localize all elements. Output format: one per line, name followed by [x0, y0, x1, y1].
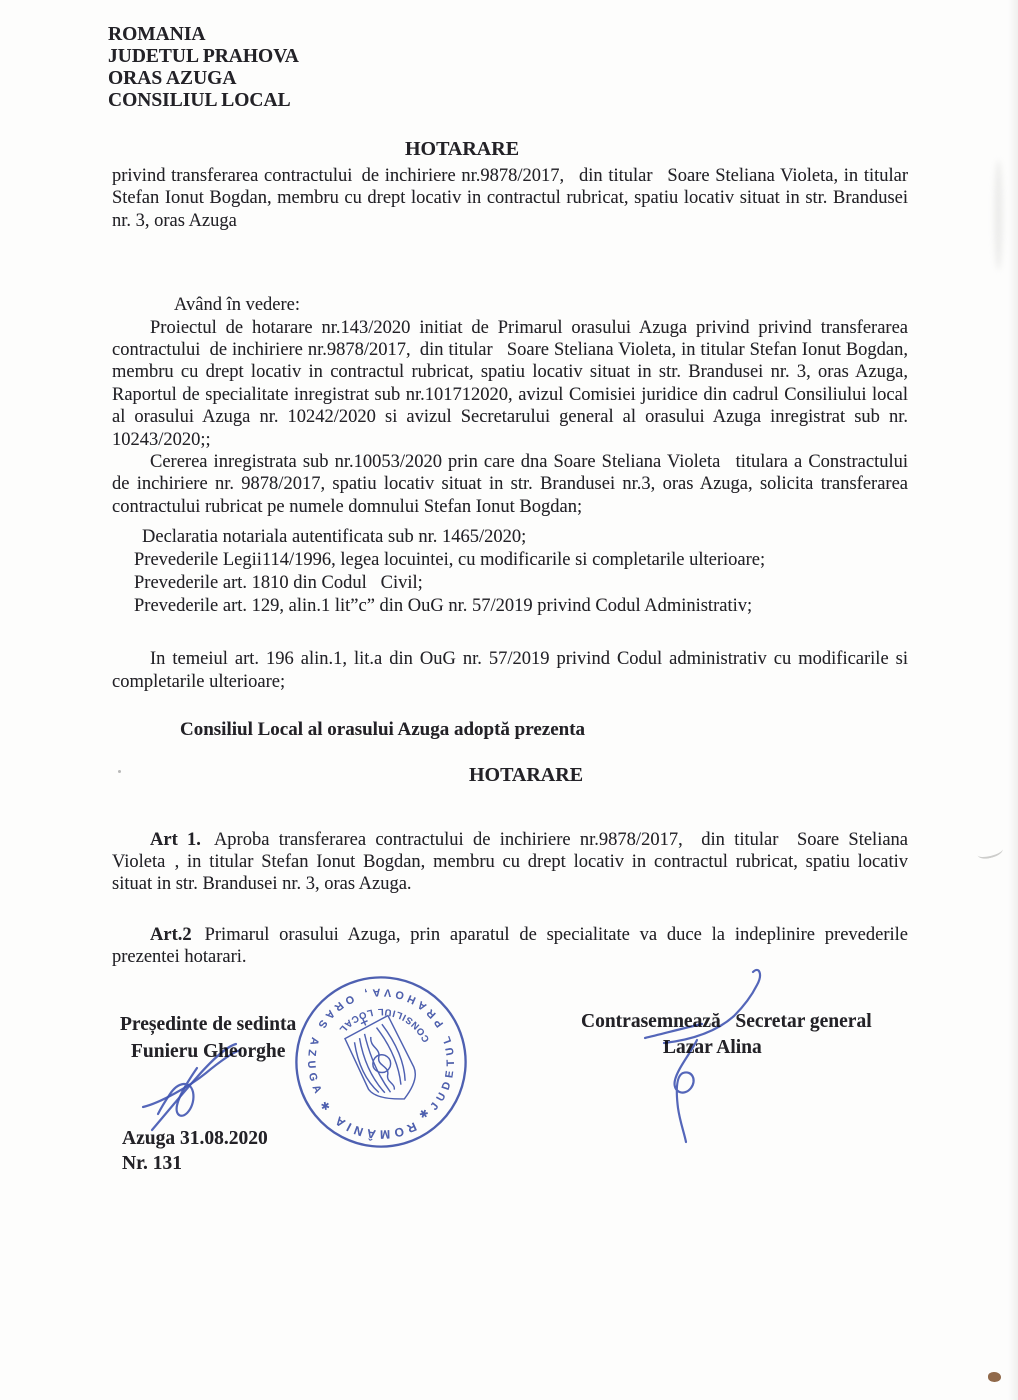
president-role: Președinte de sedinta	[120, 1014, 297, 1035]
stamp-star-left-icon: ✱	[317, 1099, 333, 1114]
stamp-ring-text: JUDETUL PRAHOVA, ORAS AZUGA	[304, 985, 458, 1113]
stamp-country-text: ROMÂNIA	[329, 1111, 419, 1142]
secretary-name: Lazar Alina	[663, 1037, 762, 1058]
legal-basis: In temeiul art. 196 alin.1, lit.a din OuG nr. 57/2019 privind Codul administrativ cu modificarile si completarile ulterioare;	[112, 649, 908, 692]
letterhead	[108, 24, 908, 112]
preamble-heading: Având în vedere:	[174, 295, 301, 316]
issue-place-date: Azuga 31.08.2020	[122, 1128, 268, 1149]
consideration-law114: Prevederile Legii114/1996, legea locuintei, cu modificarile si completarile ulterioare;	[134, 550, 766, 571]
stamp-inner-ring-text: CONSILIUL LOCAL	[335, 1005, 433, 1044]
recital-project: Proiectul de hotarare nr.143/2020 initiat de Primarul orasului Azuga privind privind transferarea contractului de inchiriere nr.9878/2017, din titular Soare Steliana Violeta, in titular Stefan Ionut Bogdan, membru cu drept locativ in contractul rubricat, spatiu locativ situat in str. Brandusei nr. 3, oras Azuga, Raportul de specialitate inregistrat sub nr.101712020, avizul Comisiei juridice din cadrul Consiliului local al orasului Azuga nr. 10242/2020 si avizul Secretarului general al orasului Azuga inregistrat sub nr. 10243/2020;;	[112, 317, 908, 450]
letterhead-line-country: ROMANIA	[108, 24, 206, 45]
article-2-label: Art.2	[150, 924, 192, 945]
article-1-text: Aproba transferarea contractului de inchiriere nr.9878/2017, din titular Soare Steliana Violeta , in titular Stefan Ionut Bogdan, membru cu drept locativ in contractul rubricat, spatiu locativ situat in str. Brandusei nr. 3, oras Azuga.	[112, 829, 909, 895]
consideration-civil-code: Prevederile art. 1810 din Codul Civil;	[134, 573, 423, 594]
letterhead-line-county: JUDETUL PRAHOVA	[108, 46, 299, 67]
handwritten-signatures	[0, 950, 1018, 1210]
scan-smudge	[994, 160, 1003, 270]
consideration-admin-code: Prevederile art. 129, alin.1 lit”c” din OuG nr. 57/2019 privind Codul Administrativ;	[134, 596, 753, 617]
article-1-label: Art 1.	[150, 829, 201, 850]
scan-edge-shadow	[1008, 0, 1018, 1400]
secretary-signature	[645, 970, 760, 1142]
president-signature	[143, 1044, 240, 1130]
letterhead-line-council: CONSILIUL LOCAL	[108, 90, 291, 111]
scan-mark-dot	[988, 1372, 1001, 1382]
consideration-declaration: Declaratia notariala autentificata sub nr. 1465/2020;	[142, 527, 527, 548]
recital-request: Cererea inregistrata sub nr.10053/2020 prin care dna Soare Steliana Violeta titulara a Constractului de inchiriere nr. 9878/2017, spatiu locativ situat in str. Brandusei nr.3, oras Azuga, solicita transferarea contractului rubricat pe numele domnului Stefan Ionut Bogdan;	[112, 452, 908, 517]
issue-number: Nr. 131	[122, 1153, 182, 1174]
secretary-role: Contrasemnează Secretar general	[581, 1011, 872, 1032]
adoption-line: Consiliul Local al orasului Azuga adoptă prezenta	[180, 719, 586, 741]
document-subject: privind transferarea contractului de inchiriere nr.9878/2017, din titular Soare Steliana Violeta, in titular Stefan Ionut Bogdan, membru cu drept locativ in contractul rubricat, spatiu locativ situat in str. Brandusei nr. 3, oras Azuga	[112, 166, 908, 231]
decision-title: HOTARARE	[468, 763, 584, 786]
scan-speck	[118, 770, 121, 773]
letterhead-line-town: ORAS AZUGA	[108, 68, 237, 89]
president-name: Funieru Gheorghe	[131, 1041, 286, 1062]
stamp-star-right-icon: ✱	[417, 1106, 432, 1122]
article-2-text: Primarul orasului Azuga, prin aparatul de specialitate va duce la indeplinire prevederile prezentei hotarari.	[112, 924, 908, 968]
document-title: HOTARARE	[404, 138, 520, 160]
article-1	[112, 829, 908, 896]
